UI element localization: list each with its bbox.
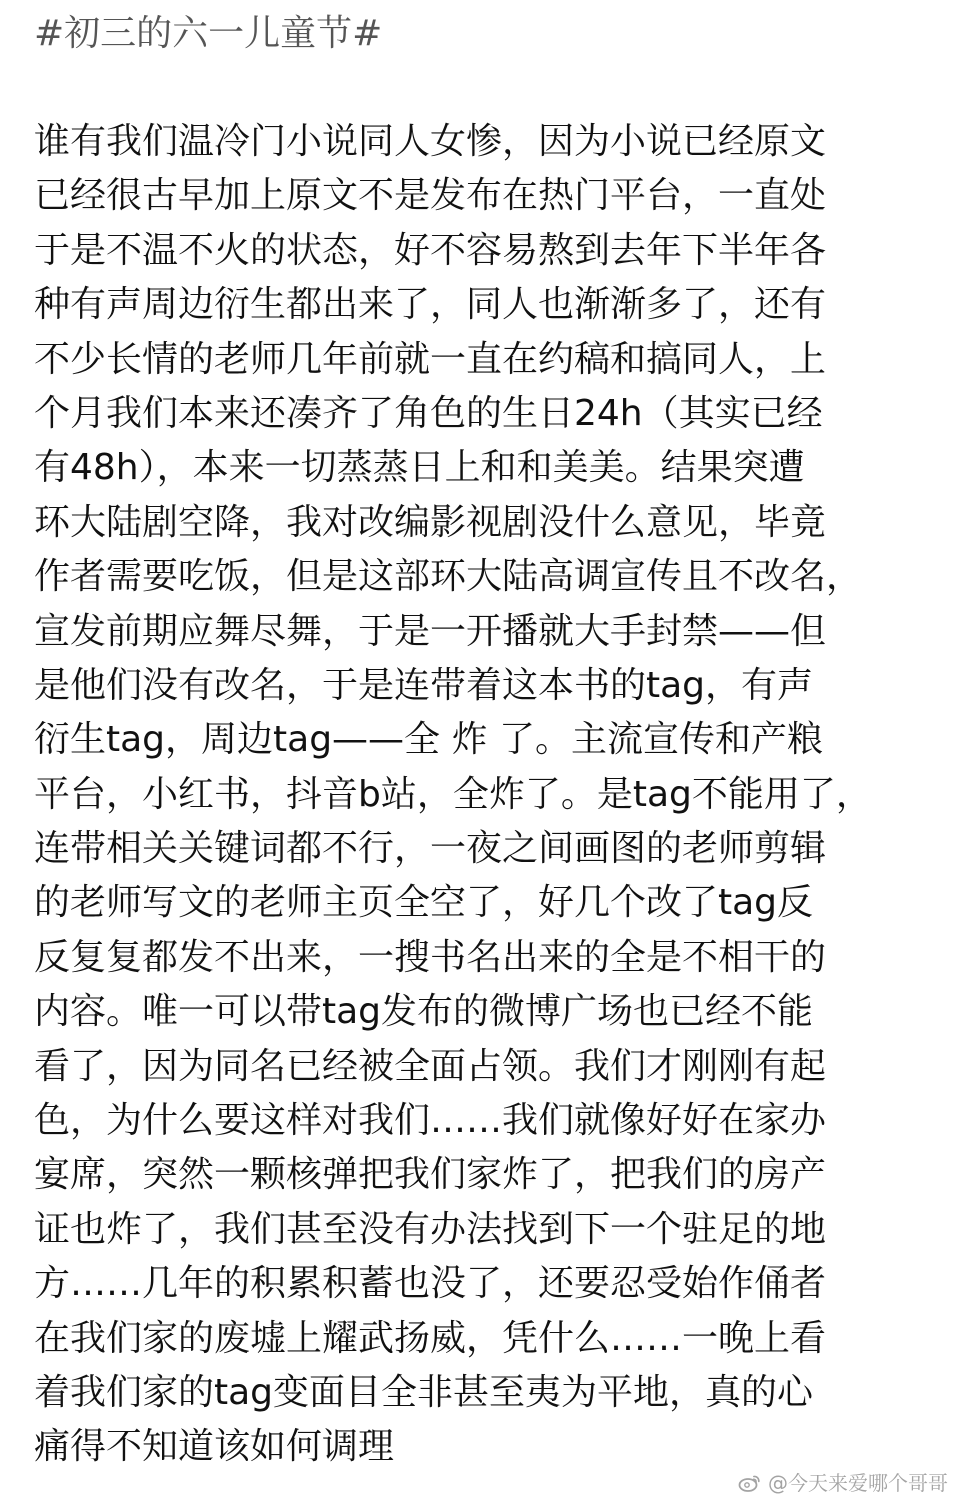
post-line: 环大陆剧空降，我对改编影视剧没什么意见，毕竟 bbox=[34, 501, 827, 543]
post-line: 在我们家的废墟上耀武扬威，凭什么……一晚上看 bbox=[34, 1317, 827, 1359]
post-line: 的老师写文的老师主页全空了，好几个改了tag反 bbox=[34, 882, 814, 924]
post-line: 平台，小红书，抖音b站，全炸了。是tag不能用了， bbox=[34, 773, 872, 815]
post-line: 着我们家的tag变面目全非甚至夷为平地，真的心 bbox=[34, 1371, 814, 1413]
post-line: 是他们没有改名，于是连带着这本书的tag，有声 bbox=[34, 664, 814, 706]
post-line: 于是不温不火的状态，好不容易熬到去年下半年各 bbox=[34, 229, 827, 271]
post-line: 证也炸了，我们甚至没有办法找到下一个驻足的地 bbox=[34, 1208, 827, 1250]
post-line: 作者需要吃饭，但是这部环大陆高调宣传且不改名， bbox=[34, 556, 863, 598]
post-line: 色，为什么要这样对我们……我们就像好好在家办 bbox=[34, 1100, 827, 1142]
post-line: 宣发前期应舞尽舞，于是一开播就大手封禁——但 bbox=[34, 610, 827, 652]
post-line: 方……几年的积累积蓄也没了，还要忍受始作俑者 bbox=[34, 1263, 827, 1305]
post-line: 宴席，突然一颗核弹把我们家炸了，把我们的房产 bbox=[34, 1154, 827, 1196]
post-line: 看了，因为同名已经被全面占领。我们才刚刚有起 bbox=[34, 1045, 827, 1087]
post-line: 连带相关关键词都不行，一夜之间画图的老师剪辑 bbox=[34, 828, 827, 870]
watermark bbox=[738, 1469, 948, 1497]
weibo-icon bbox=[738, 1473, 762, 1493]
watermark-text: @今天来爱哪个哥哥 bbox=[768, 1471, 948, 1495]
post-line: 谁有我们温冷门小说同人女惨，因为小说已经原文 bbox=[34, 121, 827, 162]
hashtag-title: #初三的六一儿童节# bbox=[34, 13, 383, 54]
post-line: 已经很古早加上原文不是发布在热门平台，一直处 bbox=[34, 175, 827, 217]
post-line: 痛得不知道该如何调理 bbox=[34, 1426, 395, 1468]
post-line: 反复复都发不出来，一搜书名出来的全是不相干的 bbox=[34, 936, 827, 978]
post-line: 内容。唯一可以带tag发布的微博广场也已经不能 bbox=[34, 991, 814, 1033]
post-line: 不少长情的老师几年前就一直在约稿和搞同人，上 bbox=[34, 338, 827, 380]
post-line: 衍生tag，周边tag——全 炸 了。主流宣传和产粮 bbox=[34, 719, 823, 761]
post-line: 个月我们本来还凑齐了角色的生日24h（其实已经 bbox=[34, 392, 823, 434]
post-body bbox=[34, 115, 934, 1475]
post-line: 种有声周边衍生都出来了，同人也渐渐多了，还有 bbox=[34, 284, 827, 326]
post-line: 有48h），本来一切蒸蒸日上和和美美。结果突遭 bbox=[34, 447, 805, 489]
